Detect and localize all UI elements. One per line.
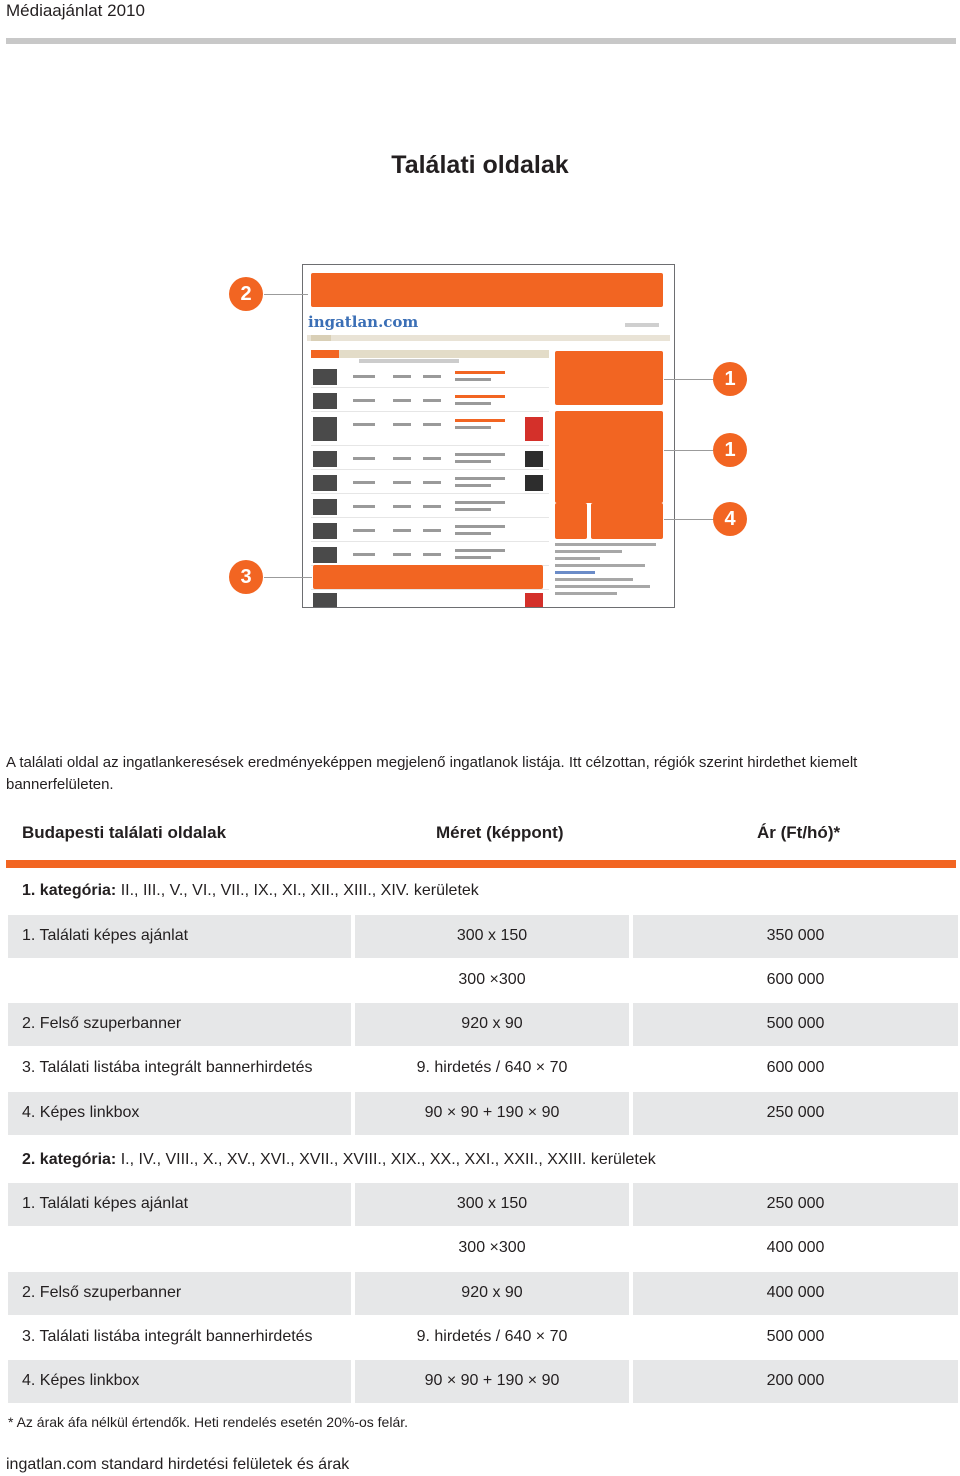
row-name: 4. Képes linkbox xyxy=(22,1104,140,1121)
list-item xyxy=(311,591,549,608)
row-price: 600 000 xyxy=(766,1059,825,1076)
row-size: 300 x 150 xyxy=(456,927,528,944)
site-logo-text: ingatlan.com xyxy=(308,313,419,331)
super-banner-area xyxy=(311,273,663,307)
column-header-size: Méret (képpont) xyxy=(436,823,564,842)
category-districts: II., III., V., VI., VII., IX., XI., XII., XIII., XIV. kerületek xyxy=(116,882,479,899)
callout-number: 2 xyxy=(229,277,263,311)
table-row xyxy=(8,1092,958,1135)
list-item xyxy=(311,520,549,542)
mockup-top-link xyxy=(625,323,659,327)
row-size: 9. hirdetés / 640 × 70 xyxy=(416,1328,568,1345)
row-price: 500 000 xyxy=(766,1328,825,1345)
callout-number: 1 xyxy=(713,433,747,467)
row-size: 90 × 90 + 190 × 90 xyxy=(424,1104,560,1121)
row-name: 3. Találati listába integrált bannerhirdetés xyxy=(22,1328,313,1345)
integrated-list-banner xyxy=(313,565,543,589)
mockup-nav-bar xyxy=(307,335,670,341)
category-heading xyxy=(22,1151,656,1169)
row-price: 500 000 xyxy=(766,1015,825,1032)
row-size: 90 × 90 + 190 × 90 xyxy=(424,1372,560,1389)
list-item xyxy=(311,448,549,470)
results-list-subheader xyxy=(359,359,459,363)
price-footnote: * Az árak áfa nélkül értendők. Heti rendelés esetén 20%-os felár. xyxy=(8,1414,409,1430)
row-size: 920 x 90 xyxy=(461,1015,523,1032)
row-price: 250 000 xyxy=(766,1195,825,1212)
document-header-title: Médiaajánlat 2010 xyxy=(6,1,145,20)
row-size: 300 ×300 xyxy=(458,1239,526,1256)
table-row xyxy=(8,1272,958,1315)
list-item xyxy=(311,472,549,494)
image-offer-banner-large xyxy=(555,411,663,503)
list-item xyxy=(311,390,549,412)
category-districts: I., IV., VIII., X., XV., XVI., XVII., XVIII., XIX., XX., XXI., XXII., XXIII. kerületek xyxy=(116,1151,656,1168)
row-price: 250 000 xyxy=(766,1104,825,1121)
table-row xyxy=(8,1360,958,1403)
callout-number: 4 xyxy=(713,502,747,536)
image-offer-banner-top xyxy=(555,351,663,405)
sidebar-text-block xyxy=(555,543,667,608)
table-row xyxy=(8,1003,958,1046)
row-price: 200 000 xyxy=(766,1372,825,1389)
callout-leader xyxy=(264,577,312,578)
row-name: 4. Képes linkbox xyxy=(22,1372,140,1389)
callout-leader xyxy=(664,519,714,520)
category-label: 1. kategória: xyxy=(22,882,117,899)
linkbox-small xyxy=(555,503,587,539)
callout-leader xyxy=(664,450,714,451)
linkbox-wide xyxy=(591,503,663,539)
callout-number: 3 xyxy=(229,560,263,594)
row-price: 400 000 xyxy=(766,1239,825,1256)
table-row xyxy=(8,1047,958,1090)
page-footer: ingatlan.com standard hirdetési felületek és árak xyxy=(6,1456,350,1473)
table-header-rule xyxy=(6,860,956,868)
row-size: 9. hirdetés / 640 × 70 xyxy=(416,1059,568,1076)
row-size: 300 x 150 xyxy=(456,1195,528,1212)
row-price: 400 000 xyxy=(766,1284,825,1301)
row-name: 3. Találati listába integrált bannerhirdetés xyxy=(22,1059,313,1076)
row-size: 300 ×300 xyxy=(458,971,526,988)
callout-leader xyxy=(264,294,308,295)
list-item xyxy=(311,496,549,518)
row-name: 2. Felső szuperbanner xyxy=(22,1284,182,1301)
intro-paragraph: A találati oldal az ingatlankeresések eredményeképpen megjelenő ingatlanok listája. Itt célzottan, régiók szerint hirdethet kiemelt bannerfelületen. xyxy=(6,754,858,793)
row-size: 920 x 90 xyxy=(461,1284,523,1301)
table-row xyxy=(8,1227,958,1270)
site-logo xyxy=(308,313,418,331)
results-list-header xyxy=(311,350,549,358)
list-item xyxy=(311,414,549,446)
list-item xyxy=(311,366,549,388)
column-header-price: Ár (Ft/hó)* xyxy=(757,823,841,842)
table-row xyxy=(8,959,958,1002)
callout-leader xyxy=(664,379,714,380)
results-page-mockup xyxy=(302,264,675,608)
table-row xyxy=(8,1183,958,1226)
category-label: 2. kategória: xyxy=(22,1151,117,1168)
list-item xyxy=(311,544,549,566)
table-row xyxy=(8,1316,958,1359)
row-name: 2. Felső szuperbanner xyxy=(22,1015,182,1032)
row-name: 1. Találati képes ajánlat xyxy=(22,927,189,944)
row-price: 350 000 xyxy=(766,927,825,944)
callout-number: 1 xyxy=(713,362,747,396)
table-row xyxy=(8,915,958,958)
row-name: 1. Találati képes ajánlat xyxy=(22,1195,189,1212)
column-header-name: Budapesti találati oldalak xyxy=(22,823,227,842)
page-title: Találati oldalak xyxy=(391,151,569,179)
category-heading xyxy=(22,882,479,900)
header-divider xyxy=(6,38,956,44)
row-price: 600 000 xyxy=(766,971,825,988)
